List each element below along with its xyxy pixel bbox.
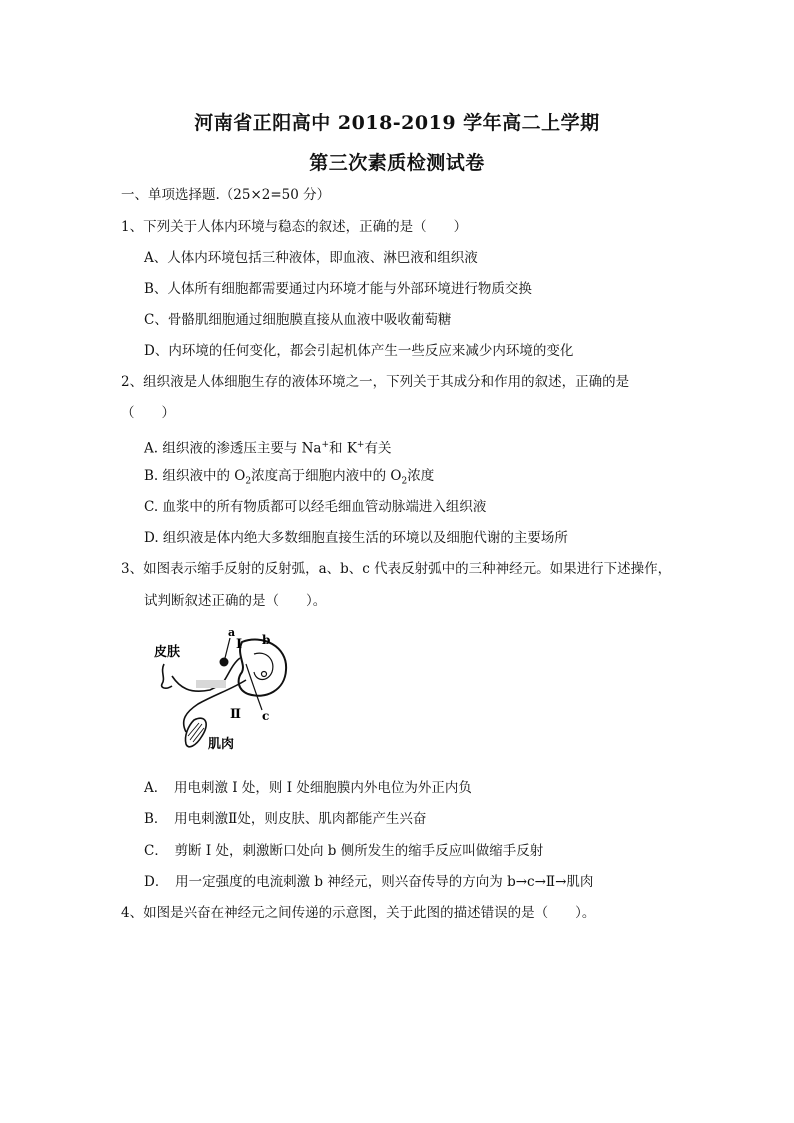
exam-title-line1: 河南省正阳高中 2018-2019 学年高二上学期	[194, 112, 600, 134]
question-1-option-d: D、内环境的任何变化，都会引起机体产生一些反应来减少内环境的变化	[144, 343, 574, 359]
exam-title-line2: 第三次素质检测试卷	[309, 152, 485, 174]
question-4-stem: 4、如图是兴奋在神经元之间传递的示意图，关于此图的描述错误的是（ ）。	[121, 905, 596, 921]
question-2-option-c: C. 血浆中的所有物质都可以经毛细血管动脉端进入组织液	[144, 499, 487, 515]
image-smudge	[196, 680, 226, 688]
question-3-option-a: A． 用电刺激 I 处，则 I 处细胞膜内外电位为外正内负	[144, 780, 472, 796]
label-c: c	[262, 709, 270, 723]
question-2-stem-line1: 2、组织液是人体细胞生存的液体环境之一，下列关于其成分和作用的叙述，正确的是	[121, 374, 630, 390]
label-b: b	[262, 633, 271, 647]
question-1-stem: 1、下列关于人体内环境与稳态的叙述，正确的是（ ）	[121, 219, 468, 235]
question-3-option-b: B． 用电刺激Ⅱ处，则皮肤、肌肉都能产生兴奋	[144, 811, 427, 827]
neuron-a-pointer	[224, 638, 230, 662]
question-2-option-b: B. 组织液中的 $O_2$浓度高于细胞内液中的 $O_2$浓度	[144, 468, 435, 487]
question-3-option-c: C． 剪断 I 处，刺激断口处向 b 侧所发生的缩手反应叫做缩手反射	[144, 843, 544, 859]
label-roman-2: Ⅱ	[230, 707, 241, 722]
reflex-arc-figure	[150, 624, 300, 759]
question-2-stem-line2: （ ）	[121, 405, 175, 421]
label-muscle: 肌肉	[208, 737, 235, 752]
question-1-option-b: B、人体所有细胞都需要通过内环境才能与外部环境进行物质交换	[144, 281, 532, 297]
question-3-option-d: D． 用一定强度的电流刺激 b 神经元，则兴奋传导的方向为 b→c→Ⅱ→肌肉	[144, 874, 594, 890]
spinal-cord-shape	[239, 640, 286, 696]
question-1-option-a: A、人体内环境包括三种液体，即血液、淋巴液和组织液	[144, 250, 478, 266]
question-2-option-a: A. 组织液的渗透压主要与 Na+和 K+有关	[144, 440, 392, 457]
section-heading: 一、单项选择题.（25×2=50 分）	[121, 187, 331, 203]
label-roman-1: I	[236, 637, 243, 652]
label-skin: 皮肤	[154, 645, 181, 660]
skin-receptor-shape	[162, 664, 172, 688]
question-1-option-c: C、骨骼肌细胞通过细胞膜直接从血液中吸收葡萄糖	[144, 312, 452, 328]
label-a: a	[228, 626, 236, 639]
question-3-stem-line2: 试判断叙述正确的是（ ）。	[144, 593, 327, 609]
question-3-stem-line1: 3、如图表示缩手反射的反射弧，a、b、c 代表反射弧中的三种神经元。如果进行下述操作，	[121, 561, 672, 577]
question-2-option-d: D. 组织液是体内绝大多数细胞直接生活的环境以及细胞代谢的主要场所	[144, 530, 568, 546]
